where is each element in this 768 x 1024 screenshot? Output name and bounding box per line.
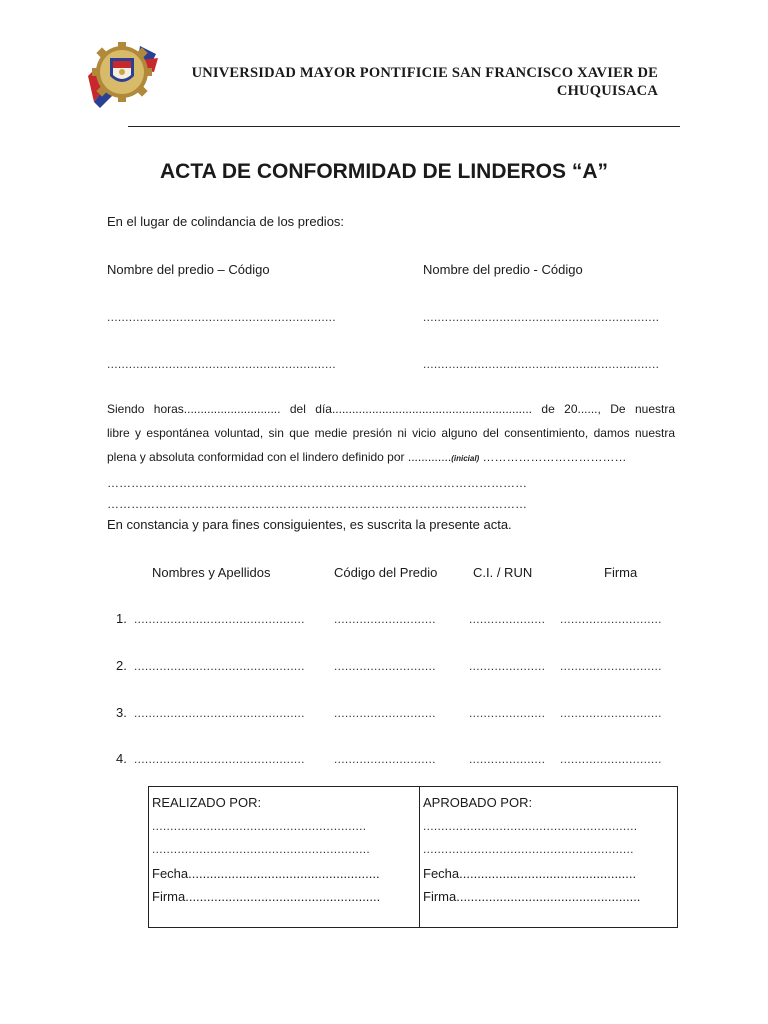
- paragraph-line-3-prefix: plena y absoluta conformidad con el lindero definido por .............: [107, 450, 452, 464]
- paragraph-line-4: ……………………………………………………………………………………………: [107, 476, 527, 490]
- header-nombres: Nombres y Apellidos: [152, 565, 271, 580]
- approval-box: [148, 786, 678, 928]
- signer-signature-field[interactable]: ............................: [560, 659, 662, 673]
- realizado-line-2[interactable]: ............................................................: [152, 842, 371, 856]
- university-seal-icon: [84, 36, 164, 112]
- signer-number: 1.: [116, 611, 127, 626]
- signer-ci-field[interactable]: .....................: [469, 706, 546, 720]
- predio-left-line-2[interactable]: ...............................................................: [107, 357, 336, 371]
- header-firma: Firma: [604, 565, 638, 580]
- signer-number: 3.: [116, 705, 127, 720]
- paragraph-line-2: libre y espontánea voluntad, sin que medie presión ni vicio alguno del consentimiento, damos nuestra: [107, 426, 675, 440]
- header-divider: [128, 126, 680, 127]
- aprobado-line-1[interactable]: ...........................................................: [423, 818, 638, 833]
- signer-signature-field[interactable]: ............................: [560, 612, 662, 626]
- predio-right-line-2[interactable]: .................................................................: [423, 357, 660, 371]
- signer-signature-field[interactable]: ............................: [560, 752, 662, 766]
- signer-code-field[interactable]: ............................: [334, 612, 436, 626]
- realizado-firma[interactable]: Firma......................................................: [152, 889, 381, 904]
- conformity-paragraph: [107, 397, 675, 513]
- signer-name-field[interactable]: ...............................................: [134, 659, 305, 673]
- aprobado-firma[interactable]: Firma...................................................: [423, 889, 641, 904]
- aprobado-label: APROBADO POR:: [423, 795, 533, 810]
- approval-box-divider: [419, 787, 420, 927]
- predio-right-line-1[interactable]: .................................................................: [423, 310, 660, 324]
- intro-text: En el lugar de colindancia de los predios:: [107, 214, 345, 229]
- signer-ci-field[interactable]: .....................: [469, 752, 546, 766]
- signer-signature-field[interactable]: ............................: [560, 706, 662, 720]
- realizado-fecha[interactable]: Fecha.....................................................: [152, 865, 380, 881]
- signer-code-field[interactable]: ............................: [334, 659, 436, 673]
- realizado-line-1[interactable]: ...........................................................: [152, 818, 367, 833]
- header-codigo: Código del Predio: [334, 565, 438, 580]
- realizado-label: REALIZADO POR:: [152, 795, 262, 810]
- constancia-text: En constancia y para fines consiguientes, es suscrita la presente acta.: [107, 517, 512, 532]
- signer-name-field[interactable]: ...............................................: [134, 706, 305, 720]
- document-title: ACTA DE CONFORMIDAD DE LINDEROS “A”: [160, 160, 608, 183]
- signer-number: 2.: [116, 658, 127, 673]
- signer-code-field[interactable]: ............................: [334, 706, 436, 720]
- predio-left-line-1[interactable]: ...............................................................: [107, 310, 336, 324]
- inicial-note: (inicial): [451, 454, 480, 463]
- university-name-line1: UNIVERSIDAD MAYOR PONTIFICIE SAN FRANCISCO XAVIER DE: [191, 65, 658, 81]
- header-ci: C.I. / RUN: [473, 565, 533, 580]
- paragraph-line-1: Siendo horas............................. del día............................................................ de 20......, De nuestra: [107, 402, 675, 416]
- predio-label-right: Nombre del predio - Código: [423, 262, 583, 277]
- aprobado-line-2[interactable]: ..........................................................: [423, 842, 634, 856]
- aprobado-section: [423, 791, 673, 909]
- signer-ci-field[interactable]: .....................: [469, 659, 546, 673]
- university-name-line2: CHUQUISACA: [556, 83, 658, 99]
- predio-label-left: Nombre del predio – Código: [107, 262, 270, 277]
- paragraph-line-3: [107, 445, 675, 471]
- realizado-section: [152, 791, 414, 909]
- signer-code-field[interactable]: ............................: [334, 752, 436, 766]
- signer-number: 4.: [116, 751, 127, 766]
- signer-ci-field[interactable]: .....................: [469, 612, 546, 626]
- aprobado-fecha[interactable]: Fecha.................................................: [423, 865, 637, 881]
- paragraph-line-5: ……………………………………………………………………………………………: [107, 497, 527, 511]
- signer-name-field[interactable]: ...............................................: [134, 612, 305, 626]
- signer-name-field[interactable]: ...............................................: [134, 752, 305, 766]
- university-name: [192, 64, 658, 100]
- paragraph-line-3-suffix: ………………………………: [479, 450, 627, 464]
